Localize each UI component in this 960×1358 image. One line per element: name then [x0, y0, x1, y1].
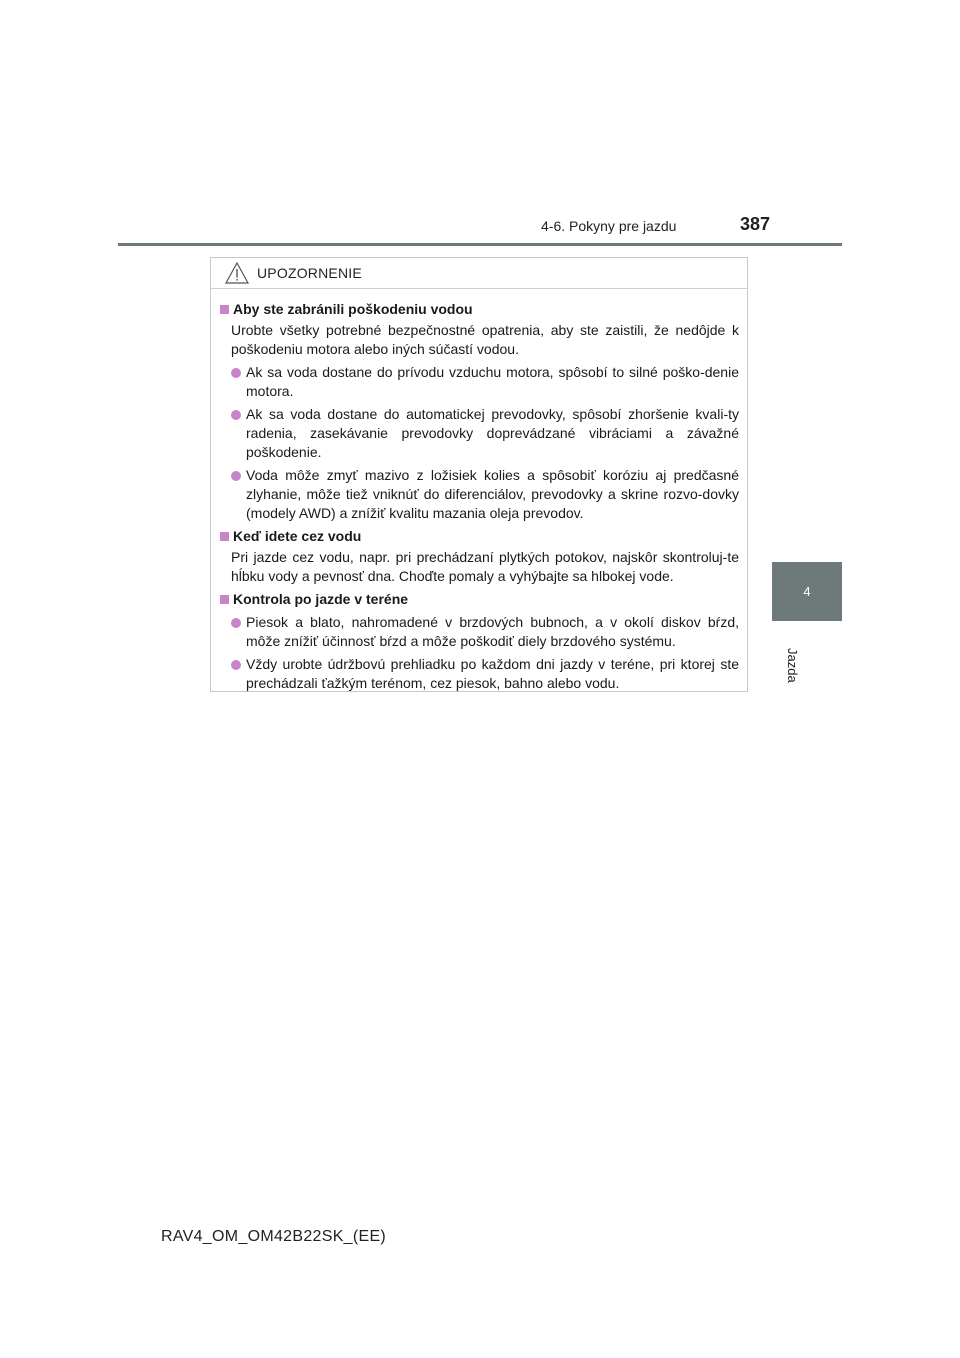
section-title-text: Keď idete cez vodu [233, 528, 362, 544]
bullet-text: Piesok a blato, nahromadené v brzdových bubnoch, a v okolí diskov bŕzd, môže znížiť účinnosť bŕzd a môže poškodiť diely brzdového systému. [246, 614, 739, 649]
bullet-item [219, 405, 739, 462]
section-title-text: Kontrola po jazde v teréne [233, 591, 409, 607]
dot-bullet-icon [231, 618, 241, 628]
warning-body [211, 289, 747, 693]
square-bullet-icon [220, 595, 229, 604]
section-title [219, 527, 739, 546]
bullet-item [219, 466, 739, 523]
warning-header [211, 258, 747, 289]
section-title [219, 590, 739, 609]
dot-bullet-icon [231, 471, 241, 481]
bullet-item [219, 363, 739, 401]
bullet-text: Vždy urobte údržbovú prehliadku po každom dni jazdy v teréne, pri ktorej ste prechádzali ťažkým terénom, cez piesok, bahno alebo vodu. [246, 656, 739, 691]
chapter-tab [772, 562, 842, 621]
square-bullet-icon [220, 305, 229, 314]
bullet-item [219, 655, 739, 693]
bullet-text: Voda môže zmyť mazivo z ložisiek kolies a spôsobiť koróziu aj predčasné zlyhanie, môže tiež vniknúť do diferenciálov, prevodovky a skrine rozvo-dovky (modely AWD) a znížiť kvalitu mazania oleja prevodov. [246, 467, 739, 521]
header-rule [118, 243, 842, 246]
page-number: 387 [740, 214, 771, 234]
section-paragraph: Pri jazde cez vodu, napr. pri prechádzaní plytkých potokov, najskôr skontroluj-te hĺbku vody a pevnosť dna. Choďte pomaly a vyhýbajte sa hlbokej vode. [231, 549, 739, 584]
dot-bullet-icon [231, 660, 241, 670]
warning-box [210, 257, 748, 692]
section-paragraph: Urobte všetky potrebné bezpečnostné opatrenia, aby ste zaistili, že nedôjde k poškodeniu motora alebo iných súčastí vodou. [231, 322, 739, 357]
dot-bullet-icon [231, 410, 241, 420]
document-id: RAV4_OM_OM42B22SK_(EE) [161, 1228, 387, 1245]
dot-bullet-icon [231, 368, 241, 378]
square-bullet-icon [220, 532, 229, 541]
section-title-text: Aby ste zabránili poškodeniu vodou [233, 301, 473, 317]
warning-triangle-icon [225, 262, 249, 284]
chapter-number: 4 [803, 584, 811, 599]
header-section-title: 4-6. Pokyny pre jazdu [541, 218, 677, 234]
section-title [219, 300, 739, 319]
bullet-item [219, 613, 739, 651]
bullet-text: Ak sa voda dostane do automatickej prevodovky, spôsobí zhoršenie kvali-ty radenia, zasekávanie prevodovky doprevádzané vibráciami a závažné poškodenie. [246, 406, 739, 460]
chapter-label: Jazda [785, 648, 800, 683]
bullet-text: Ak sa voda dostane do prívodu vzduchu motora, spôsobí to silné poško-denie motora. [246, 364, 739, 399]
warning-title: UPOZORNENIE [257, 265, 362, 281]
